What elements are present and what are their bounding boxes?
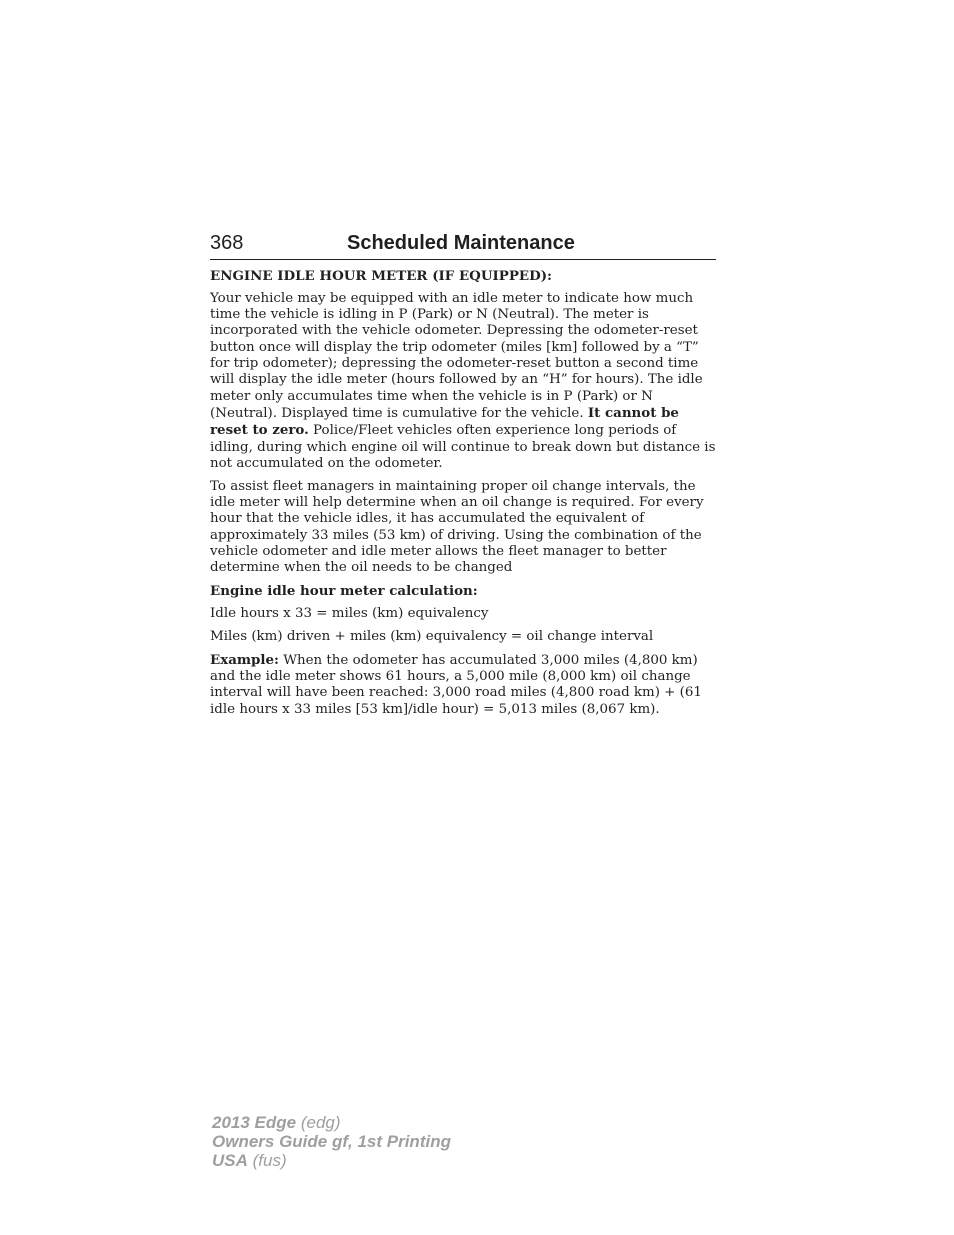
section-title: Scheduled Maintenance [347, 232, 575, 254]
example-label: Example: [210, 651, 279, 668]
main-content [210, 268, 716, 725]
example-text: When the odometer has accumulated 3,000 miles (4,800 km) and the idle meter shows 61 hours, a 5,000 mile (8,000 km) oil change interval will have been reached: 3,000 road miles (4,800 road km) + (61 idle hours x 33 miles [53 km]/idle hour) = 5,013 miles (8,067 km). [210, 652, 702, 717]
intro-paragraph [210, 291, 716, 472]
footer-guide: Owners Guide gf, 1st Printing [212, 1132, 451, 1152]
footer-region-code: (fus) [247, 1151, 287, 1171]
reset-warning: It cannot be reset to zero. [210, 404, 679, 439]
footer-region: USA [212, 1151, 248, 1171]
fleet-paragraph: To assist fleet managers in maintaining proper oil change intervals, the idle meter will help determine when an oil change is required. For every hour that the vehicle idles, it has accumulated the equivalent of approximately 33 miles (53 km) of driving. Using the combination of the vehicle odometer and idle meter allows the fleet manager to better determine when the oil needs to be changed [210, 478, 704, 576]
footer-model: 2013 Edge [212, 1113, 297, 1132]
example-paragraph [210, 652, 716, 718]
intro-text-start: Your vehicle may be equipped with an idle meter to indicate how much time the vehicle is idling in P (Park) or N (Neutral). The meter is incorporated with the vehicle odometer. Depressing the odometer-reset button once will display the trip odometer (miles [km] followed by a “T” for trip odometer); depressing the odometer-reset button a second time will display the idle meter (hours followed by an “H” for hours). The idle meter only accumulates time when the vehicle is in P (Park) or N (Neutral). Displayed time is cumulative for the vehicle. [210, 290, 703, 421]
footer-line-guide [212, 1132, 451, 1151]
footer-line-region [212, 1151, 451, 1170]
formula-idle-hours: Idle hours x 33 = miles (km) equivalency [210, 606, 489, 622]
section-heading: ENGINE IDLE HOUR METER (IF EQUIPPED): [210, 268, 553, 284]
footer-line-model [212, 1113, 451, 1132]
page-number: 368 [210, 232, 244, 254]
page-header [210, 229, 716, 260]
formula-oil-change: Miles (km) driven + miles (km) equivalency = oil change interval [210, 628, 654, 644]
intro-text-end: Police/Fleet vehicles often experience long periods of idling, during which engine oil will continue to break down but distance is not accumulated on the odometer. [210, 423, 716, 471]
footer-model-code: (edg) [296, 1113, 341, 1132]
page-footer [212, 1113, 451, 1171]
calculation-heading: Engine idle hour meter calculation: [210, 583, 478, 600]
